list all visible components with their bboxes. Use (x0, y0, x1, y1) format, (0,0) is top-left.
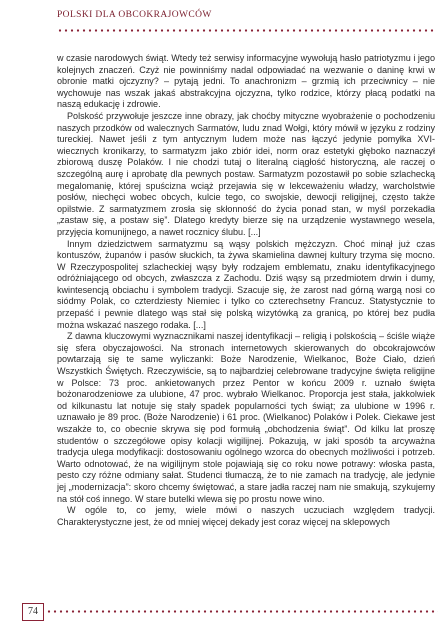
paragraph: w czasie narodowych świąt. Wtedy też serwisy informacyjne wywołują hasło patriotyzmu i jego kolejnych znaczeń. Czyż nie powinniśmy nadal odpowiadać na wezwanie o daninę krwi w obronie matki ojczyzny? – pytają jedni. To anachronizm – grzmią ich przeciwnicy – nie wychowuje nas wszak jakaś abstrakcyjna ojczyzna, tylko rodzice, którzy płacą podatki na naszą edukację i zdrowie. (57, 53, 435, 110)
header-dotted-rule (57, 29, 435, 32)
paragraph: Polskość przywołuje jeszcze inne obrazy, jak choćby mityczne wyobrażenie o pochodzeniu naszych przodków od walecznych Sarmatów, ludu znad Wołgi, który mówił w języku z rodziny tureckiej. Nawet jeśli z tym antycznym ludem może nas łączyć jedynie pomyłka XVI-wiecznych kronikarzy, to sarmatyzm jako zbiór idei, norm oraz estetyki głęboko naznaczył zbiorową duszę Polaków. I nie chodzi tutaj o literalną ciągłość historyczną, ale raczej o szczególną aurę i aprobatę dla pewnych postaw. Sarmatyzm pozostawił po sobie szlachecką megalomanię, której spuścizna wciąż przejawia się w lekceważeniu władzy, warcholstwie posłów, niechęci wobec obcych, kulcie tego, co swojskie, dewocji religijnej, często także opilstwie. Z sarmatyzmem zrosła się skłonność do życia ponad stan, w myśl porzekadła „zastaw się, a postaw się”. Dlatego kredyty bierze się na urządzenie wystawnego wesela, przyjęcia komunijnego, a nawet rocznicy ślubu. [...] (57, 110, 435, 237)
page-number: 74 (22, 603, 44, 621)
paragraph: Innym dziedzictwem sarmatyzmu są wąsy polskich mężczyzn. Choć minął już czas kontuszów, żupanów i pasów słuckich, ta żywa skamielina dawnej kultury trzyma się mocno. W Rzeczypospolitej szlacheckiej wąsy były rodzajem emblematu, znaku identyfikacyjnego odróżniającego od obcych, zwłaszcza z Zachodu. Dziś wąsy są przedmiotem drwin i dumy, kwintesencją obciachu i symbolem tradycji. Szacuje się, że zarost nad górną wargą nosi co siódmy Polak, co czterdziesty Niemiec i tylko co czterechsetny Francuz. Statystycznie to przepaść i pewnie dlatego wąs stał się polską wizytówką za granicą, po której bez pudła można wskazać naszego rodaka. [...] (57, 238, 435, 330)
paragraph: W ogóle to, co jemy, wiele mówi o naszych uczuciach względem tradycji. Charakterystyczne jest, że od mniej więcej dekady jest coraz więcej na sklepowych (57, 505, 435, 527)
page-footer (0, 600, 445, 624)
paragraph: Z dawna kluczowymi wyznacznikami naszej identyfikacji – religią i polskością – ściśle wiąże się sfera obyczajowości. Na stronach internetowych skierowanych do obcokrajowców powtarzają się te same wyliczanki: Boże Narodzenie, Wielkanoc, Boże Ciało, dzień Wszystkich Świętych. Rzeczywiście, są to najbardziej celebrowane tradycyjne święta religijne w Polsce: 73 proc. ankietowanych przez Pentor w końcu 2009 r. uznało święta bożonarodzeniowe za ulubione, 47 proc. wybrało Wielkanoc. Proporcja jest stała, jakkolwiek od kilkunastu lat notuje się stały spadek popularności tych świąt; za ulubione w 1996 r. uznawało je 89 proc. (Boże Narodzenie) i 61 proc. (Wielkanoc) Polaków i Polek. Ciekawe jest wszakże to, co obecnie skrywa się pod formułą „obchodzenia świąt”. Od kilku lat proszę studentów o szczegółowe opisy kolacji wigilijnej. Pokazują, w jaki sposób ta arcyważna tradycja ulega modyfikacji: dostosowaniu ogólnego wzorca do obecnych możliwości i potrzeb. Warto odnotować, że na wigilijnym stole pojawiają się co roku nowe potrawy: włoska pasta, pesto czy różne odmiany sałat. Studenci tłumaczą, że to nie zamach na tradycję, ale jedynie jej „modernizacja”: skoro chcemy świętować, a stare jadła raczej nam nie smakują, szykujemy na stół coś innego. W stare butelki wlewa się po prostu nowe wino. (57, 331, 435, 504)
running-title: POLSKI DLA OBCOKRAJOWCÓW (57, 10, 212, 20)
footer-dotted-rule (46, 610, 438, 613)
body-text (57, 53, 435, 528)
running-header (57, 8, 437, 38)
